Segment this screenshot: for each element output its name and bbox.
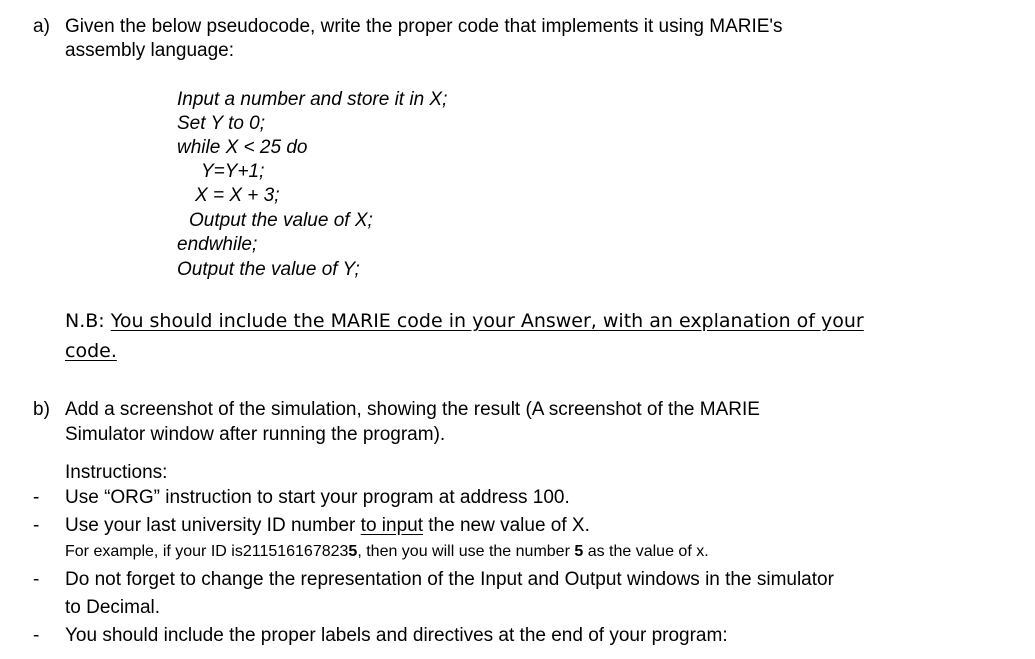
instruction-item-id-text: Use your last university ID number [65,515,361,536]
part-a-question-line1: Given the below pseudocode, write the proper code that implements it using MARIE's [65,16,783,37]
example-bold-digit: 5 [348,543,358,560]
bullet-dash: - [33,515,40,536]
note-underlined-text: You should include the MARIE code in your Answer, with an explanation of your [110,310,864,332]
part-a-marker: a) [33,16,50,37]
pseudocode-line: Output the value of X; [189,210,373,231]
example-text: For example, if your ID is211516167823 [65,543,349,560]
instruction-item-org: Use “ORG” instruction to start your program at address 100. [65,487,570,508]
pseudocode-line: Input a number and store it in X; [177,89,448,110]
part-b-marker: b) [33,399,50,420]
pseudocode-line: Set Y to 0; [177,113,266,134]
instruction-item-decimal-line2: to Decimal. [65,597,161,618]
pseudocode-line: Y=Y+1; [201,161,265,182]
example-text-end: as the value of x. [583,543,709,560]
pseudocode-line: Output the value of Y; [177,259,360,280]
pseudocode-line: while X < 25 do [177,137,308,158]
instruction-item-id-text-end: the new value of X. [423,515,590,536]
part-b-question-line2: Simulator window after running the program). [65,424,446,445]
example-text-middle: , then you will use the number [357,543,575,560]
note-underlined-text-cont: code. [65,340,117,362]
note-line1 [65,306,864,336]
instruction-item-labels: You should include the proper labels and directives at the end of your program: [65,625,728,646]
part-a-question-line2: assembly language: [65,40,234,61]
instructions-heading: Instructions: [65,462,168,483]
pseudocode-line: endwhile; [177,234,258,255]
bullet-dash: - [33,569,40,590]
bullet-dash: - [33,625,40,646]
part-b-question-line1: Add a screenshot of the simulation, showing the result (A screenshot of the MARIE [65,399,760,420]
example-bold-number: 5 [574,543,584,560]
note-line2 [65,336,117,366]
instruction-item-id [65,514,590,538]
instruction-example [65,541,709,563]
note-prefix: N.B: [65,310,111,332]
pseudocode-line: X = X + 3; [195,185,280,206]
instruction-item-id-underlined: to input [360,515,423,536]
instruction-item-decimal-line1: Do not forget to change the representation of the Input and Output windows in the simulator [65,569,834,590]
bullet-dash: - [33,487,40,508]
